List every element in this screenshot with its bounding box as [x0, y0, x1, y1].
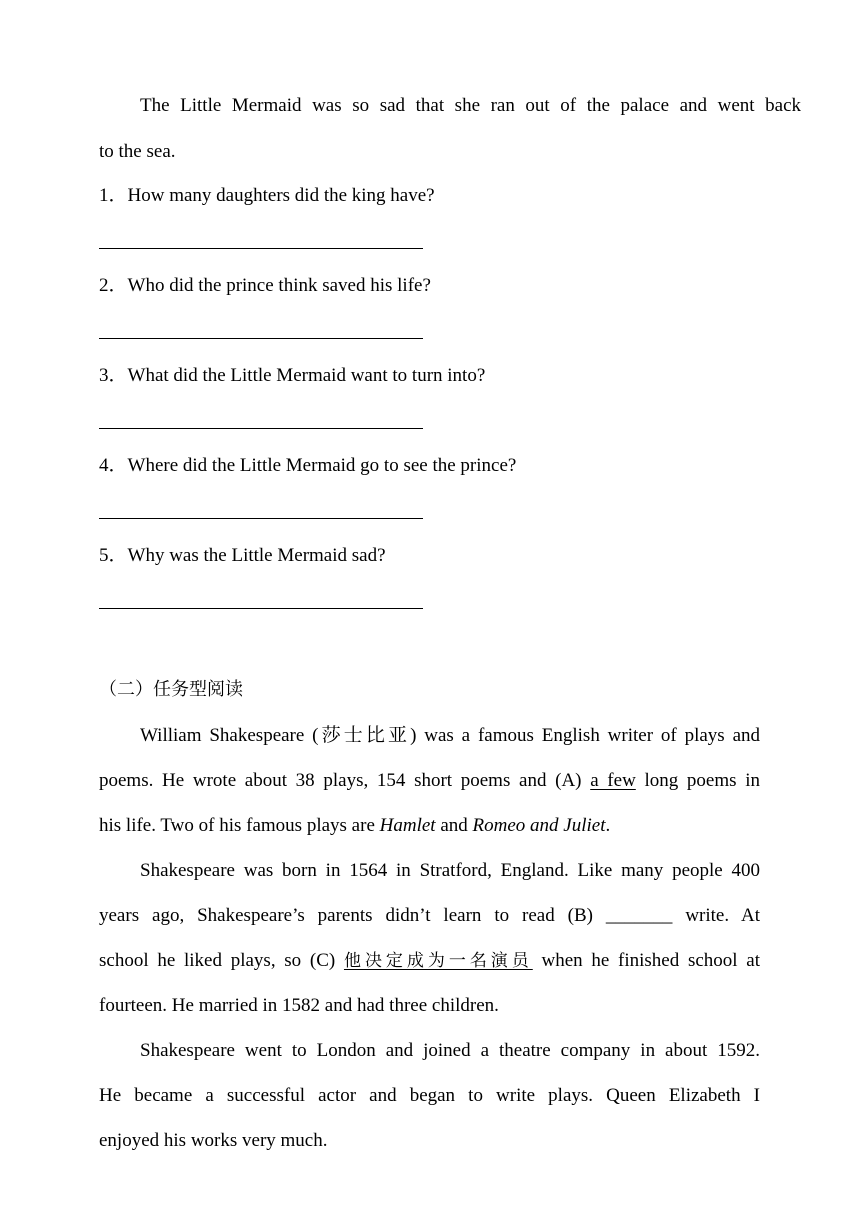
answer-line-4[interactable] [99, 518, 423, 519]
question-3 [99, 366, 485, 385]
question-5 [99, 546, 386, 565]
question-1 [99, 186, 435, 205]
p1-line-1: William Shakespeare (莎士比亚) was a famous English writer of plays and [140, 725, 760, 746]
question-2 [99, 276, 431, 295]
question-text: How many daughters did the king have? [127, 185, 435, 206]
answer-line-3[interactable] [99, 428, 423, 429]
p1-line-2-end: long poems in [635, 770, 760, 791]
p1-line-3 [99, 816, 610, 835]
question-4 [99, 456, 516, 475]
p2-line-3-text: school he liked plays, so (C) [99, 950, 344, 971]
p1-line-2-text: poems. He wrote about 38 plays, 154 short poems and (A) [99, 770, 591, 791]
p3-line-3: enjoyed his works very much. [99, 1130, 328, 1151]
play-title-romeo: Romeo and Juliet [472, 815, 606, 836]
p2-line-1: Shakespeare was born in 1564 in Stratford, England. Like many people 400 [140, 860, 760, 881]
question-number: 2． [99, 275, 128, 296]
story-end-line-1: The Little Mermaid was so sad that she ran out of the palace and went back [140, 95, 801, 116]
p1-line-3-and: and [435, 815, 473, 836]
p3-line-2: He became a successful actor and began to write plays. Queen Elizabeth I [99, 1085, 760, 1106]
question-text: Who did the prince think saved his life? [127, 275, 431, 296]
p1-line-2 [99, 771, 760, 790]
p3-line-1: Shakespeare went to London and joined a theatre company in about 1592. [140, 1040, 760, 1061]
p2-line-2 [99, 906, 760, 925]
p2-line-4: fourteen. He married in 1582 and had three children. [99, 995, 499, 1016]
section-heading: （二）任务型阅读 [99, 679, 243, 700]
question-number: 1． [99, 185, 128, 206]
blank-b[interactable]: _______ [605, 905, 673, 926]
answer-line-5[interactable] [99, 608, 423, 609]
underlined-phrase-a: a few [590, 770, 636, 791]
p2-line-3 [99, 951, 760, 970]
question-text: What did the Little Mermaid want to turn into? [127, 365, 486, 386]
story-end-line-2: to the sea. [99, 141, 176, 162]
question-number: 4． [99, 455, 128, 476]
question-text: Where did the Little Mermaid go to see the prince? [127, 455, 517, 476]
answer-line-1[interactable] [99, 248, 423, 249]
underlined-phrase-c: 他决定成为一名演员 [343, 951, 533, 971]
p2-line-2-end: write. At [672, 905, 760, 926]
p2-line-2-text: years ago, Shakespeare’s parents didn’t learn to read (B) [99, 905, 606, 926]
question-number: 3． [99, 365, 128, 386]
p2-line-3-end: when he finished school at [532, 950, 761, 971]
question-text: Why was the Little Mermaid sad? [127, 545, 386, 566]
question-number: 5． [99, 545, 128, 566]
answer-line-2[interactable] [99, 338, 423, 339]
play-title-hamlet: Hamlet [379, 815, 436, 836]
p1-line-3-text: his life. Two of his famous plays are [99, 815, 380, 836]
p1-line-3-period: . [605, 815, 611, 836]
